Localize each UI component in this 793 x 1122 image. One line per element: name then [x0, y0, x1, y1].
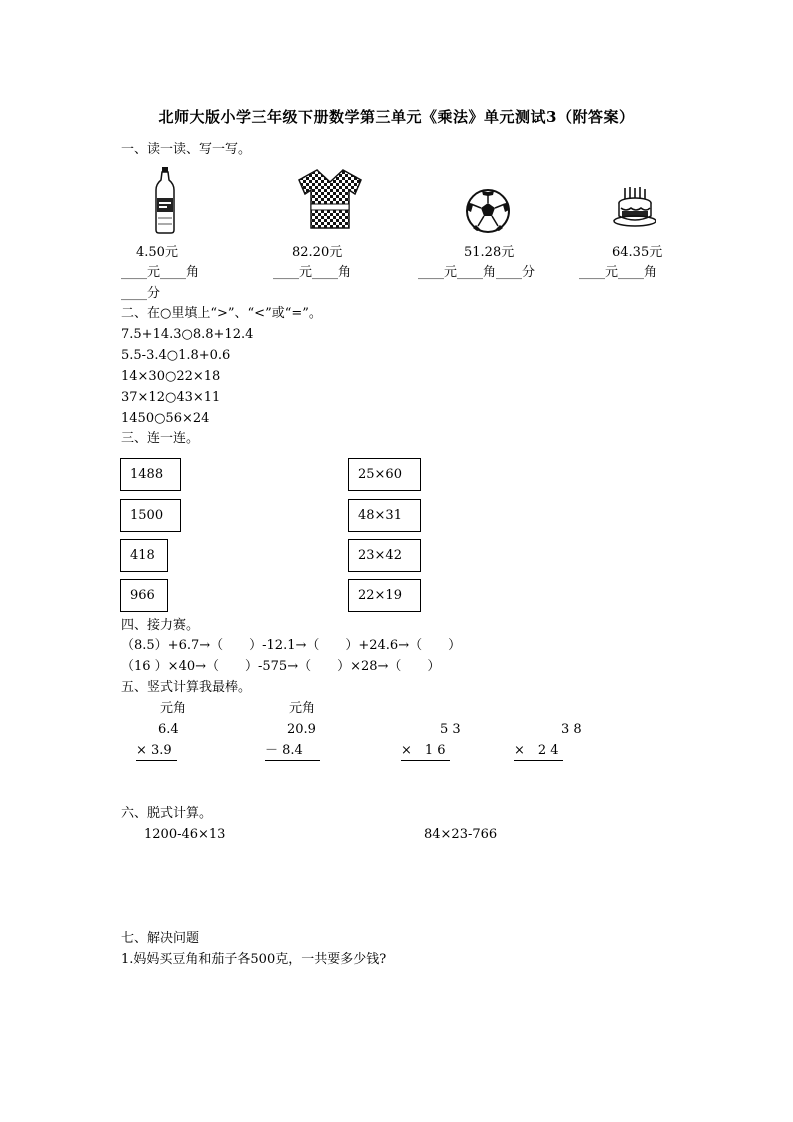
price-cake: 64.35元 — [612, 245, 663, 260]
page-title: 北师大版小学三年级下册数学第三单元《乘法》单元测试3（附答案） — [158, 108, 635, 126]
vertical-top-3: 5 3 — [440, 722, 461, 737]
vertical-op-4: × 2 4 — [514, 743, 563, 761]
section1-heading: 一、读一读、写一写。 — [121, 142, 252, 157]
match-right-3[interactable]: 23×42 — [348, 539, 421, 572]
step-calc-2: 84×23-766 — [424, 827, 498, 842]
match-right-4[interactable]: 22×19 — [348, 579, 421, 612]
section4-heading: 四、接力赛。 — [121, 618, 200, 633]
match-left-4[interactable]: 966 — [120, 579, 168, 612]
relay-line-1[interactable]: （8.5）+6.7→（ ）-12.1→（ ）+24.6→（ ） — [121, 638, 462, 653]
fill-cake[interactable]: ____元____角 — [579, 265, 658, 280]
step-calc-1: 1200-46×13 — [144, 827, 226, 842]
fill-shirt[interactable]: ____元____角 — [273, 265, 352, 280]
vertical-top-2: 20.9 — [287, 722, 316, 737]
compare-line-1[interactable]: 7.5+14.3○8.8+12.4 — [121, 327, 254, 342]
vertical-op-1: × 3.9 — [136, 743, 177, 761]
price-bottle: 4.50元 — [136, 245, 178, 260]
fill-ball[interactable]: ____元____角____分 — [418, 265, 536, 280]
match-left-3[interactable]: 418 — [120, 539, 168, 572]
match-left-2[interactable]: 1500 — [120, 499, 181, 532]
vertical-op-2: － 8.4 — [265, 743, 320, 761]
price-ball: 51.28元 — [464, 245, 515, 260]
relay-line-2[interactable]: （16 ）×40→（ ）-575→（ ）×28→（ ） — [121, 659, 441, 674]
match-right-2[interactable]: 48×31 — [348, 499, 421, 532]
compare-line-5[interactable]: 1450○56×24 — [121, 411, 210, 426]
match-right-1[interactable]: 25×60 — [348, 458, 421, 491]
unit-header-1: 元角 — [160, 701, 187, 716]
section5-heading: 五、竖式计算我最棒。 — [121, 680, 252, 695]
vertical-top-1: 6.4 — [158, 722, 179, 737]
section6-heading: 六、脱式计算。 — [121, 806, 213, 821]
compare-line-2[interactable]: 5.5-3.4○1.8+0.6 — [121, 348, 231, 363]
vertical-op-3: × 1 6 — [401, 743, 450, 761]
vertical-top-4: 3 8 — [561, 722, 582, 737]
compare-line-3[interactable]: 14×30○22×18 — [121, 369, 221, 384]
fill-extra[interactable]: ____分 — [121, 286, 161, 301]
problem-1: 1.妈妈买豆角和茄子各500克，一共要多少钱? — [121, 952, 387, 967]
cake-icon — [612, 186, 656, 228]
section3-heading: 三、连一连。 — [121, 431, 200, 446]
compare-line-4[interactable]: 37×12○43×11 — [121, 390, 221, 405]
price-shirt: 82.20元 — [292, 245, 343, 260]
unit-header-2: 元角 — [289, 701, 316, 716]
fill-bottle[interactable]: ____元____角 — [121, 265, 200, 280]
soccer-ball-icon — [465, 188, 511, 234]
section2-heading: 二、在○里填上“>”、“<”或“=”。 — [121, 306, 322, 321]
shirt-icon — [297, 168, 363, 230]
section7-heading: 七、解决问题 — [121, 931, 200, 946]
match-left-1[interactable]: 1488 — [120, 458, 181, 491]
bottle-icon — [153, 166, 177, 234]
